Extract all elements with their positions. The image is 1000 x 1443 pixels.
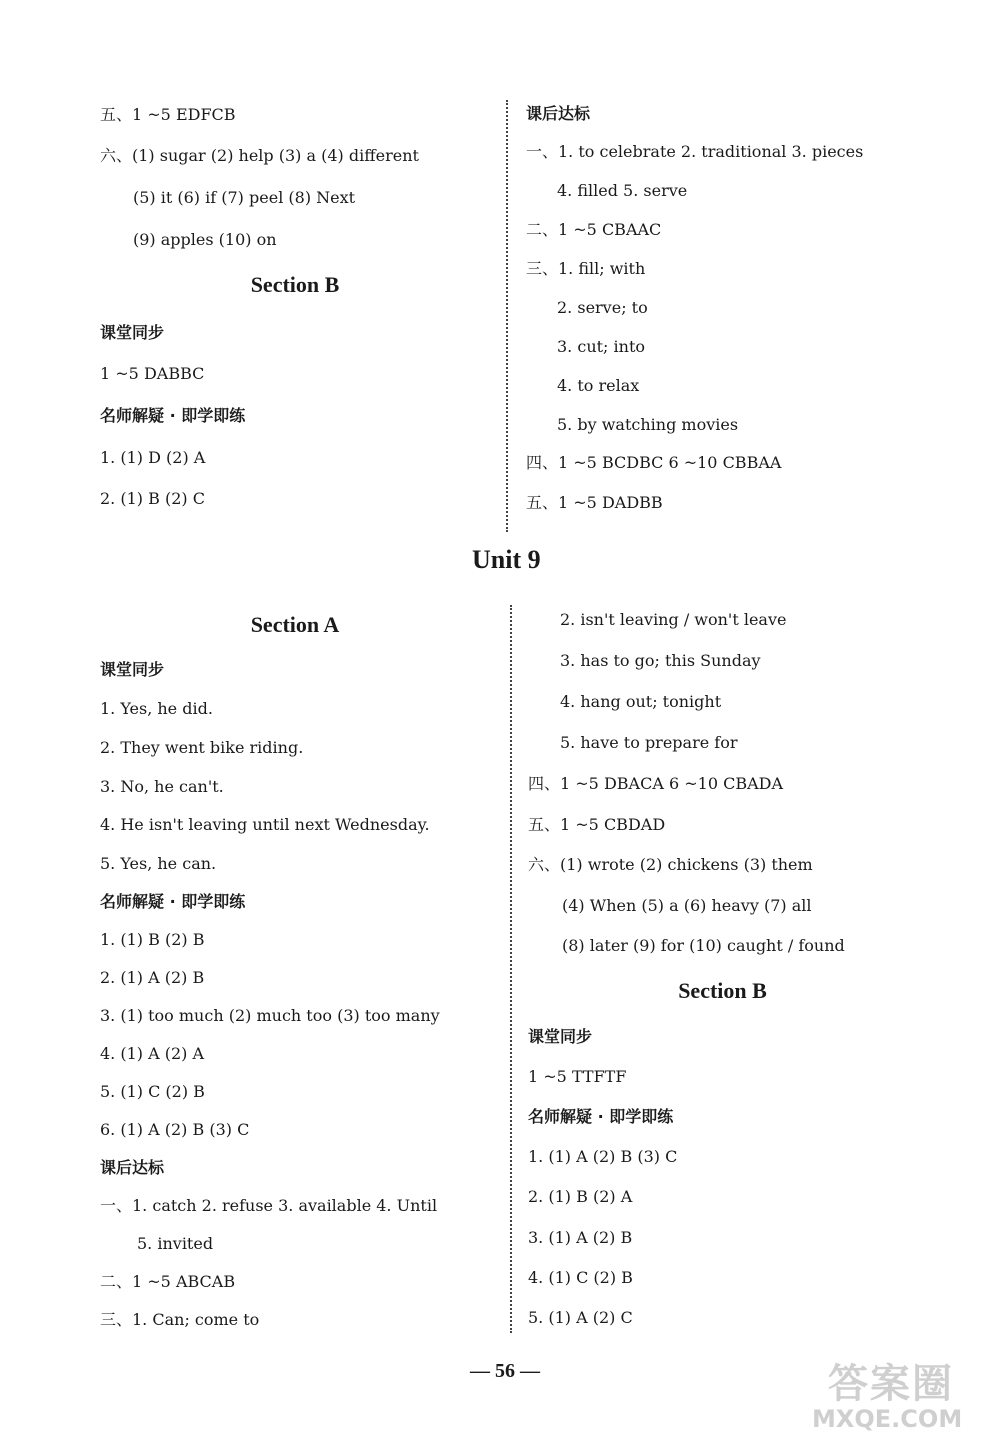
- answer-line: 一、1. catch 2. refuse 3. available 4. Until: [100, 1196, 438, 1215]
- page-number: — 56 —: [470, 1360, 540, 1382]
- answer-line: 2. (1) B (2) C: [100, 489, 205, 508]
- answer-line: 3. has to go; this Sunday: [560, 651, 761, 670]
- subheading: 名师解疑 · 即学即练: [100, 406, 246, 425]
- answer-line: 4. filled 5. serve: [557, 181, 688, 200]
- answer-line: 3. (1) A (2) B: [528, 1228, 633, 1247]
- answer-line: 1. (1) A (2) B (3) C: [528, 1147, 678, 1166]
- unit-title: Unit 9: [472, 545, 541, 574]
- answer-line: 六、(1) sugar (2) help (3) a (4) different: [100, 146, 419, 165]
- subheading: 名师解疑 · 即学即练: [528, 1107, 674, 1126]
- answer-line: 5. Yes, he can.: [100, 854, 217, 873]
- column-divider: [510, 605, 512, 1333]
- watermark-site: MXQE.COM: [812, 1405, 963, 1433]
- answer-line: 3. No, he can't.: [100, 777, 224, 796]
- answer-line: 三、1. fill; with: [526, 259, 646, 278]
- answer-line: (8) later (9) for (10) caught / found: [562, 936, 845, 955]
- subheading: 名师解疑 · 即学即练: [100, 892, 246, 911]
- watermark-logo: 答案圈: [828, 1361, 954, 1407]
- answer-line: 四、1 ~5 BCDBC 6 ~10 CBBAA: [526, 453, 782, 472]
- subheading: 课堂同步: [100, 323, 165, 342]
- answer-line: 5. invited: [137, 1234, 214, 1253]
- answer-line: 3. cut; into: [557, 337, 646, 356]
- answer-line: 6. (1) A (2) B (3) C: [100, 1120, 250, 1139]
- answer-line: 五、1 ~5 DADBB: [526, 493, 663, 512]
- column-divider: [506, 100, 508, 532]
- subheading: 课后达标: [100, 1158, 165, 1177]
- subheading: 课堂同步: [100, 660, 165, 679]
- answer-line: 一、1. to celebrate 2. traditional 3. pieces: [526, 142, 864, 161]
- answer-line: 1 ~5 DABBC: [100, 364, 205, 383]
- answer-line: 二、1 ~5 CBAAC: [526, 220, 662, 239]
- answer-line: 2. (1) A (2) B: [100, 968, 205, 987]
- answer-line: 4. (1) A (2) A: [100, 1044, 205, 1063]
- answer-line: (9) apples (10) on: [133, 230, 277, 249]
- answer-line: 1 ~5 TTFTF: [528, 1067, 627, 1086]
- answer-line: 5. have to prepare for: [560, 733, 738, 752]
- answer-line: 1. (1) B (2) B: [100, 930, 205, 949]
- answer-line: 5. (1) A (2) C: [528, 1308, 633, 1327]
- answer-line: 1. Yes, he did.: [100, 699, 213, 718]
- answer-line: 2. serve; to: [557, 298, 648, 317]
- answer-line: 六、(1) wrote (2) chickens (3) them: [528, 855, 813, 874]
- answer-line: 4. hang out; tonight: [560, 692, 722, 711]
- answer-line: 5. by watching movies: [557, 415, 739, 434]
- section-title: Section B: [250, 272, 340, 297]
- section-title: Section B: [678, 978, 767, 1003]
- answer-line: 4. (1) C (2) B: [528, 1268, 633, 1287]
- answer-line: 3. (1) too much (2) much too (3) too many: [100, 1006, 440, 1025]
- answer-line: 2. (1) B (2) A: [528, 1187, 633, 1206]
- subheading: 课堂同步: [528, 1027, 593, 1046]
- answer-line: 三、1. Can; come to: [100, 1310, 260, 1329]
- answer-line: 五、1 ~5 CBDAD: [528, 815, 666, 834]
- answer-line: 四、1 ~5 DBACA 6 ~10 CBADA: [528, 774, 784, 793]
- answer-line: 5. (1) C (2) B: [100, 1082, 205, 1101]
- answer-line: (4) When (5) a (6) heavy (7) all: [562, 896, 812, 915]
- answer-line: 4. to relax: [557, 376, 640, 395]
- answer-line: 2. isn't leaving / won't leave: [560, 610, 787, 629]
- answer-line: 4. He isn't leaving until next Wednesday.: [100, 815, 430, 834]
- answer-line: 五、1 ~5 EDFCB: [100, 105, 236, 124]
- answer-line: 1. (1) D (2) A: [100, 448, 206, 467]
- answer-line: (5) it (6) if (7) peel (8) Next: [133, 188, 356, 207]
- section-title: Section A: [250, 612, 340, 637]
- answer-line: 2. They went bike riding.: [100, 738, 304, 757]
- subheading: 课后达标: [526, 104, 591, 123]
- answer-line: 二、1 ~5 ABCAB: [100, 1272, 236, 1291]
